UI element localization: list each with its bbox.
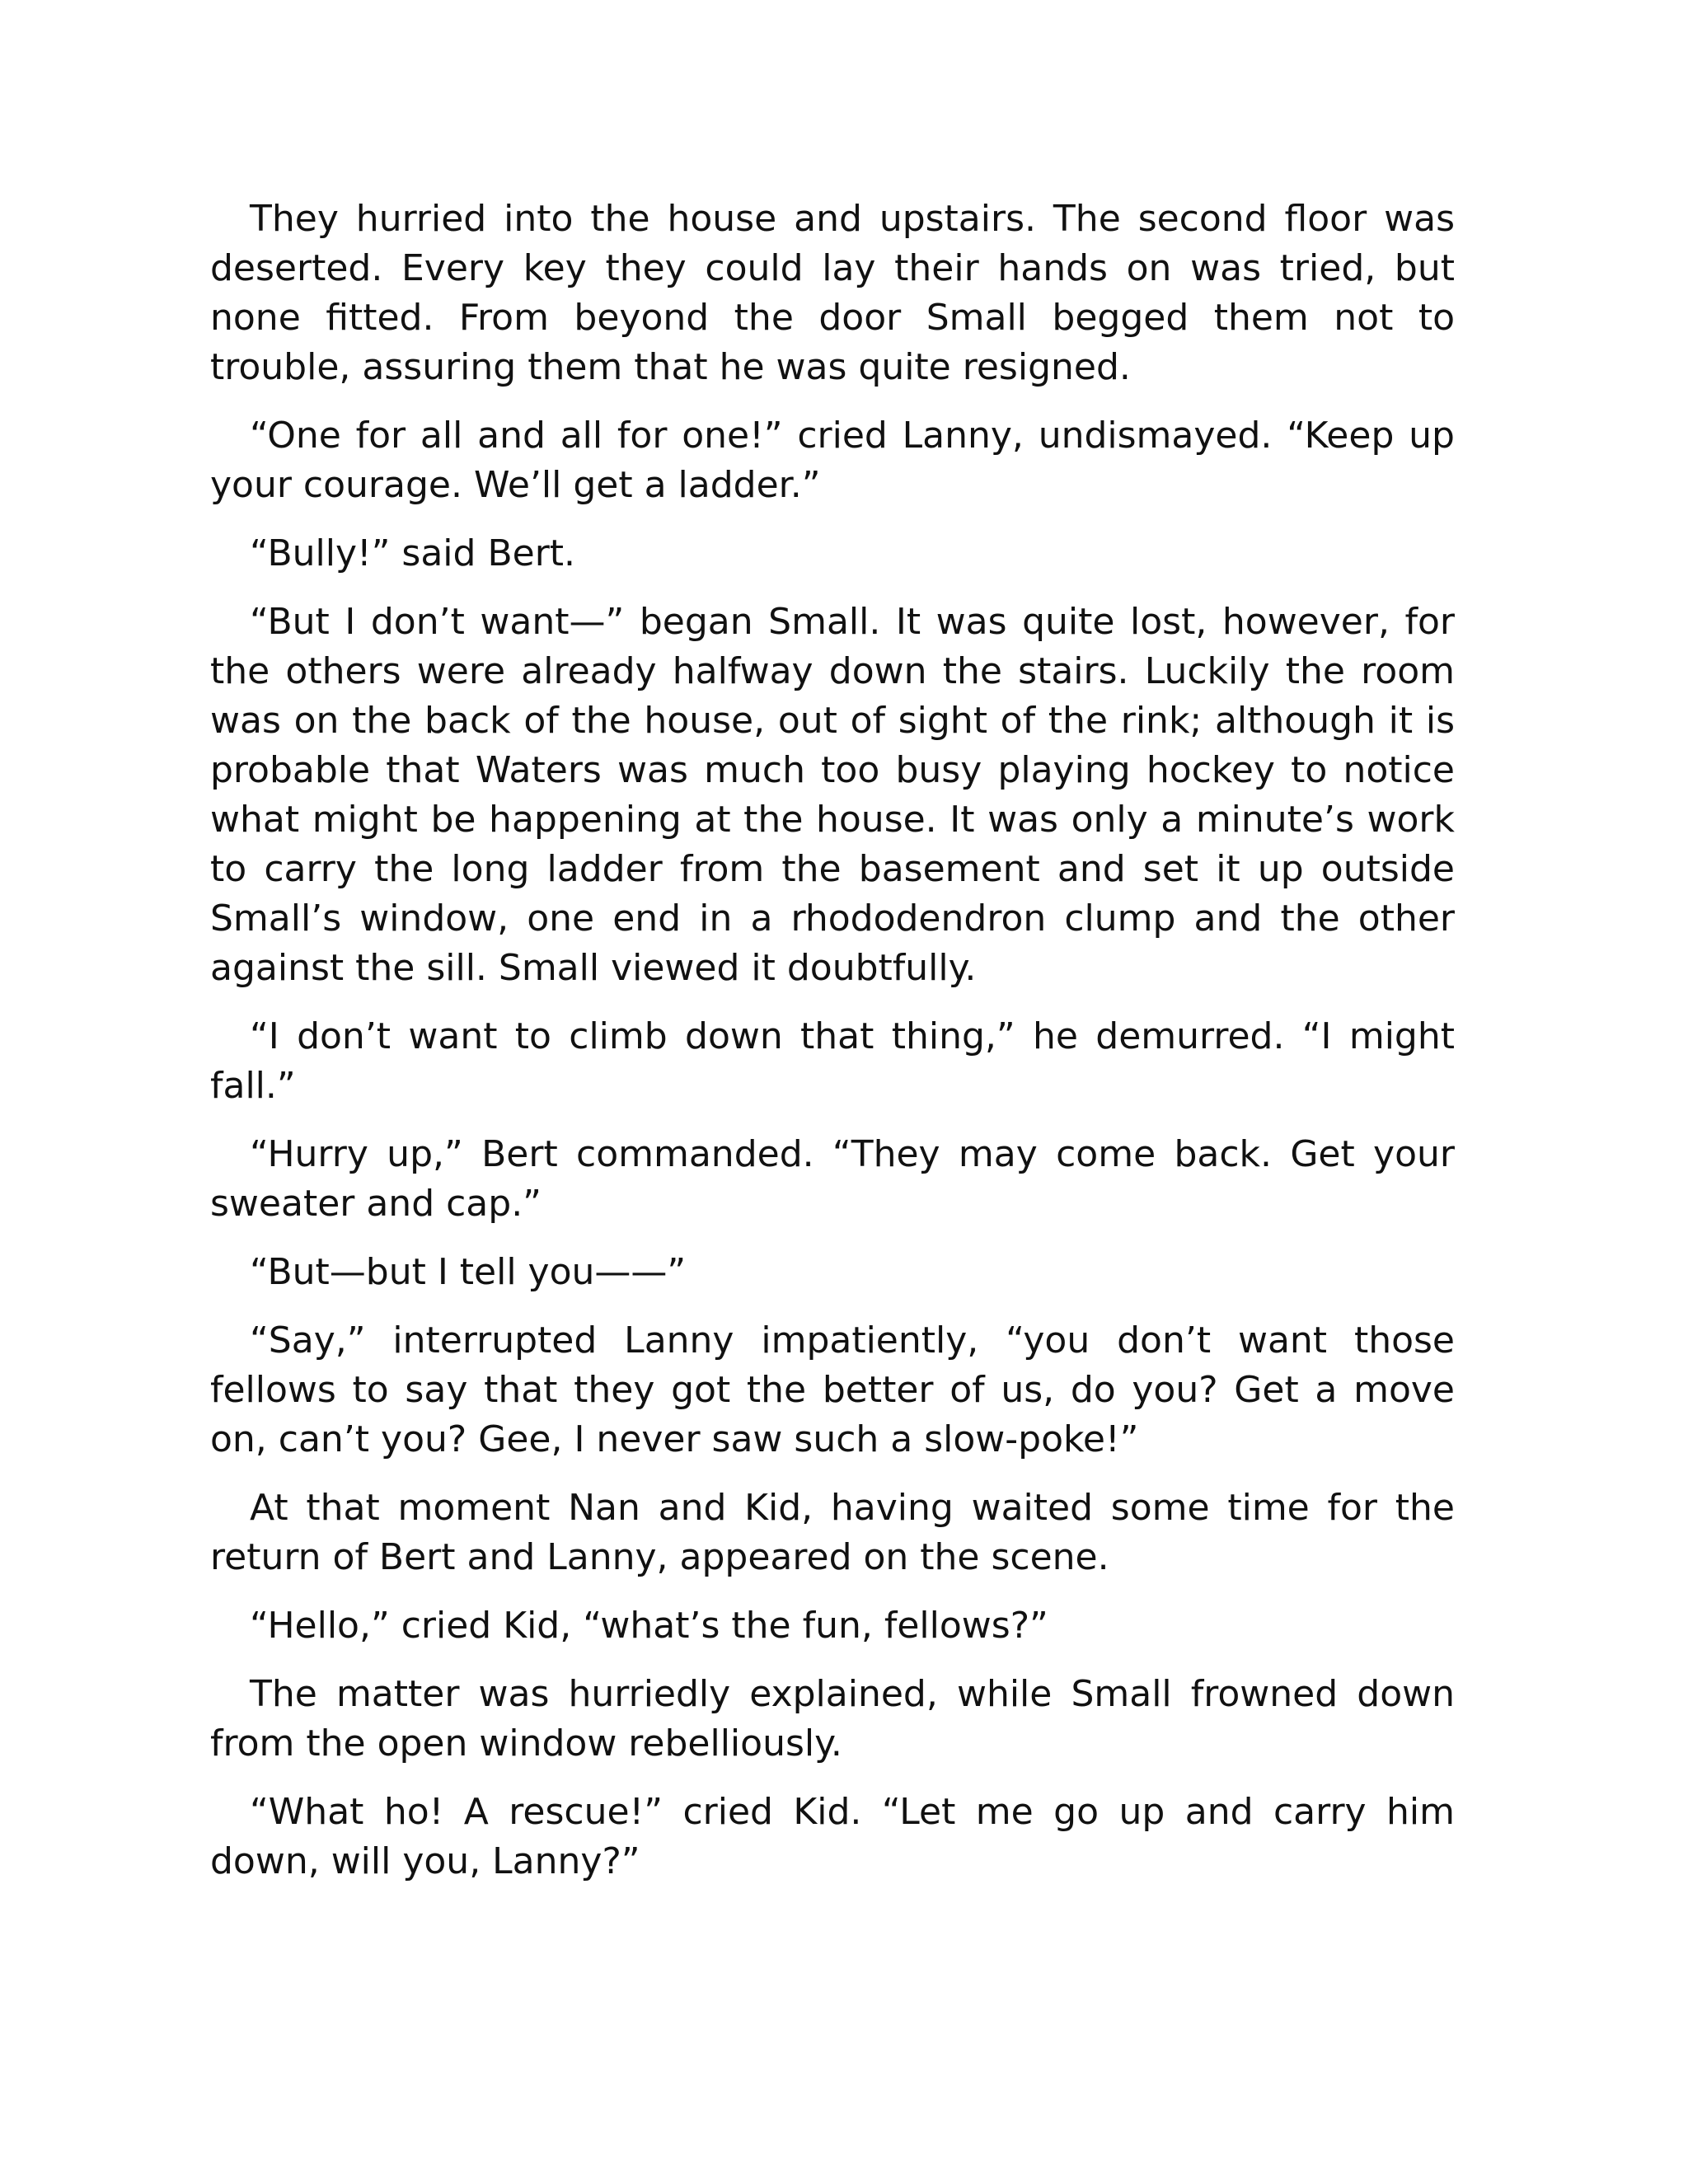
paragraph: “Hurry up,” Bert commanded. “They may come back. Get your sweater and cap.” [210, 1133, 1455, 1225]
book-page [210, 194, 1455, 1905]
paragraph: “Bully!” said Bert. [250, 532, 576, 574]
paragraph: At that moment Nan and Kid, having waited some time for the return of Bert and Lanny, appeared on the scene. [210, 1487, 1455, 1578]
paragraph: They hurried into the house and upstairs. The second floor was deserted. Every key they could lay their hands on was tried, but none fitted. From beyond the door Small begged them not to trouble, assuring them that he was quite resigned. [210, 198, 1455, 388]
paragraph: “But I don’t want—” began Small. It was quite lost, however, for the others were already halfway down the stairs. Luckily the room was on the back of the house, out of sight of the rink; although it is probable that Waters was much too busy playing hockey to notice what might be happening at the house. It was only a minute’s work to carry the long ladder from the basement and set it up outside Small’s window, one end in a rhododendron clump and the other against the sill. Small viewed it doubtfully. [210, 601, 1455, 989]
paragraph: “But—but I tell you——” [250, 1251, 687, 1293]
paragraph: “I don’t want to climb down that thing,” he demurred. “I might fall.” [210, 1015, 1455, 1107]
paragraph: “One for all and all for one!” cried Lanny, undismayed. “Keep up your courage. We’ll get a ladder.” [210, 415, 1455, 506]
paragraph: The matter was hurriedly explained, while Small frowned down from the open window rebelliously. [210, 1673, 1455, 1765]
paragraph: “Hello,” cried Kid, “what’s the fun, fellows?” [250, 1605, 1048, 1647]
paragraph: “Say,” interrupted Lanny impatiently, “you don’t want those fellows to say that they got the better of us, do you? Get a move on, can’t you? Gee, I never saw such a slow-poke!” [210, 1319, 1455, 1460]
paragraph: “What ho! A rescue!” cried Kid. “Let me go up and carry him down, will you, Lanny?” [210, 1791, 1455, 1882]
